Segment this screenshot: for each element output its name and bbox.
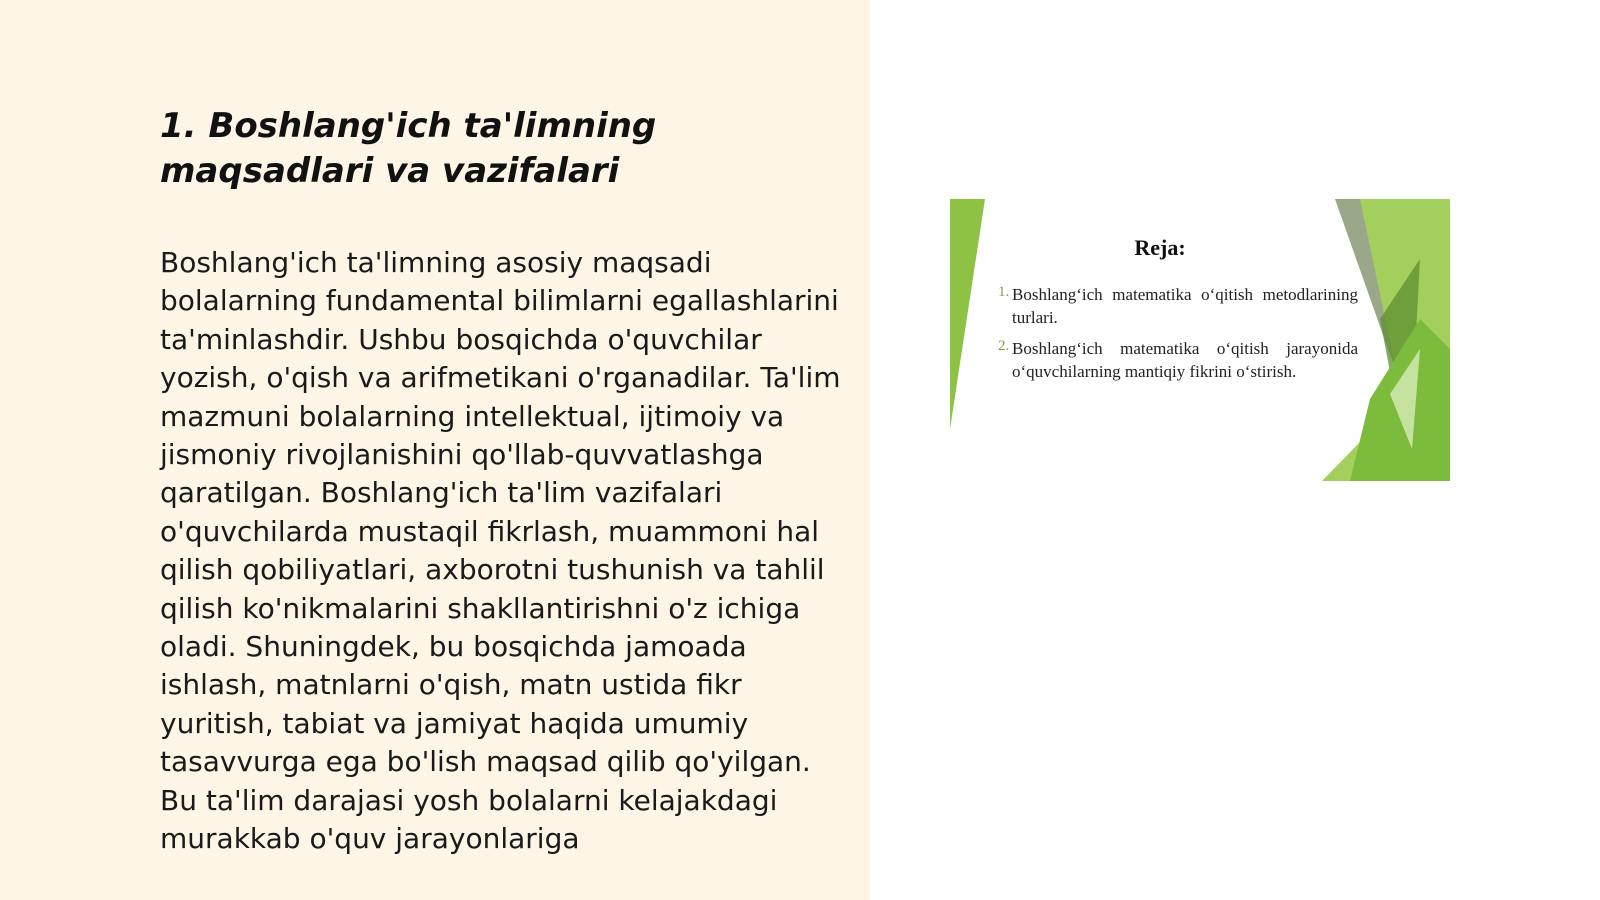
slide-item-text: Boshlang‘ich matematika o‘qitish metodlarining turlari.: [1012, 285, 1358, 327]
slide-item-number: 2.: [998, 338, 1010, 354]
left-green-strip: [950, 199, 985, 429]
slide-list-item: [998, 283, 1358, 329]
slide-title: Reja:: [1134, 235, 1186, 260]
slide-item-text: Boshlang‘ich matematika o‘qitish jarayonida o‘quvchilarning mantiqiy fikrini o‘stirish.: [1012, 339, 1358, 381]
slide-item-number: 1.: [998, 284, 1010, 300]
section-title: 1. Boshlang'ich ta'limning maqsadlari va vazifalari: [160, 106, 657, 191]
slide-list: [998, 283, 1358, 391]
slide-image: [950, 199, 1450, 481]
body-paragraph: Boshlang'ich ta'limning asosiy maqsadi bolalarning fundamental bilimlarni egallashlarini ta'minlashdir. Ushbu bosqichda o'quvchilar yozish, o'qish va arifmetikani o'rganadilar. Ta'lim mazmuni bolalarning intellektual, ijtimoiy va jismoniy rivojlanishini qo'llab-quvvatlashga qaratilgan. Boshlang'ich ta'lim vazifalari o'quvchilarda mustaqil fikrlash, muammoni hal qilish qobiliyatlari, axborotni tushunish va tahlil qilish ko'nikmalarini shakllantirishni o'z ichiga oladi. Shuningdek, bu bosqichda jamoada ishlash, matnlarni o'qish, matn ustida fikr yuritish, tabiat va jamiyat haqida umumiy tasavvurga ega bo'lish maqsad qilib qo'yilgan. Bu ta'lim darajasi yosh bolalarni kelajakdagi murakkab o'quv jarayonlariga: [160, 246, 841, 856]
slide-list-item: [998, 337, 1358, 383]
